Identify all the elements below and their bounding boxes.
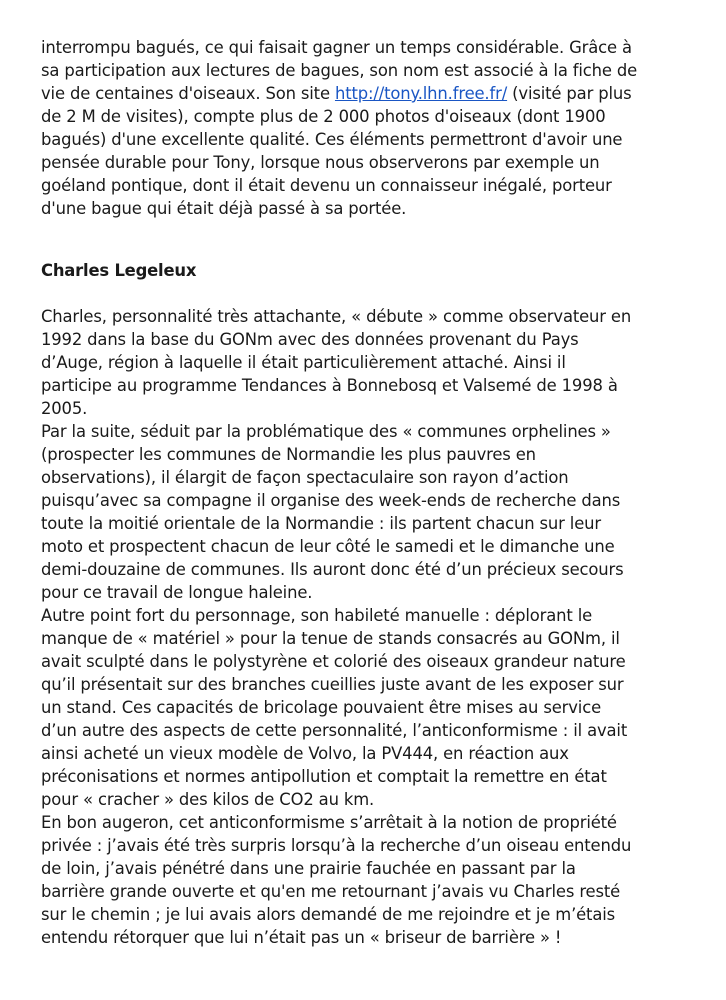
text-line: avait sculpté dans le polystyrène et colorié des oiseaux grandeur nature <box>41 652 626 671</box>
text-line: (prospecter les communes de Normandie les plus pauvres en <box>41 445 536 464</box>
text-line: goéland pontique, dont il était devenu un connaisseur inégalé, porteur <box>41 176 612 195</box>
text-line: d'une bague qui était déjà passé à sa portée. <box>41 199 407 218</box>
text-line: pour « cracher » des kilos de CO2 au km. <box>41 790 375 809</box>
text-line: sa participation aux lectures de bagues, son nom est associé à la fiche de <box>41 61 638 80</box>
text-line: d’Auge, région à laquelle il était particulièrement attaché. Ainsi il <box>41 353 566 372</box>
text-line: 2005. <box>41 399 88 418</box>
text-line: de loin, j’avais pénétré dans une prairie fauchée en passant par la <box>41 859 576 878</box>
text-line: barrière grande ouverte et qu'en me retournant j’avais vu Charles resté <box>41 882 621 901</box>
text-line: pensée durable pour Tony, lorsque nous observerons par exemple un <box>41 153 600 172</box>
text-line: Par la suite, séduit par la problématique des « communes orphelines » <box>41 422 611 441</box>
text-line: privée : j’avais été très surpris lorsqu’à la recherche d’un oiseau entendu <box>41 836 632 855</box>
text-line: de 2 M de visites), compte plus de 2 000 photos d'oiseaux (dont 1900 <box>41 107 606 126</box>
text-line: entendu rétorquer que lui n’était pas un « briseur de barrière » ! <box>41 928 562 947</box>
text-fragment: (visité par plus <box>507 84 632 103</box>
text-line: moto et prospectent chacun de leur côté le samedi et le dimanche une <box>41 537 615 556</box>
text-line: préconisations et normes antipollution et comptait la remettre en état <box>41 767 607 786</box>
text-line: Autre point fort du personnage, son habileté manuelle : déplorant le <box>41 606 593 625</box>
text-fragment: vie de centaines d'oiseaux. Son site <box>41 84 335 103</box>
text-line: d’un autre des aspects de cette personnalité, l’anticonformisme : il avait <box>41 721 628 740</box>
text-line: ainsi acheté un vieux modèle de Volvo, la PV444, en réaction aux <box>41 744 569 763</box>
text-line: toute la moitié orientale de la Normandie : ils partent chacun sur leur <box>41 514 601 533</box>
text-line: manque de « matériel » pour la tenue de stands consacrés au GONm, il <box>41 629 620 648</box>
text-line: puisqu’avec sa compagne il organise des week-ends de recherche dans <box>41 491 621 510</box>
text-line: Charles, personnalité très attachante, « débute » comme observateur en <box>41 307 632 326</box>
text-line: qu’il présentait sur des branches cueillies juste avant de les exposer sur <box>41 675 624 694</box>
text-line-with-link <box>41 82 691 105</box>
text-line: interrompu bagués, ce qui faisait gagner un temps considérable. Grâce à <box>41 38 632 57</box>
text-line: participe au programme Tendances à Bonnebosq et Valsemé de 1998 à <box>41 376 618 395</box>
text-line: observations), il élargit de façon spectaculaire son rayon d’action <box>41 468 569 487</box>
text-line: 1992 dans la base du GONm avec des données provenant du Pays <box>41 330 579 349</box>
text-line: pour ce travail de longue haleine. <box>41 583 313 602</box>
text-line: En bon augeron, cet anticonformisme s’arrêtait à la notion de propriété <box>41 813 617 832</box>
intro-paragraph <box>41 36 691 220</box>
text-line: demi-douzaine de communes. Ils auront donc été d’un précieux secours <box>41 560 624 579</box>
section-heading: Charles Legeleux <box>41 261 197 280</box>
text-line: sur le chemin ; je lui avais alors demandé de me rejoindre et je m’étais <box>41 905 616 924</box>
text-line: bagués) d'une excellente qualité. Ces éléments permettront d'avoir une <box>41 130 623 149</box>
text-line: un stand. Ces capacités de bricolage pouvaient être mises au service <box>41 698 602 717</box>
section-body <box>41 305 691 949</box>
website-link[interactable]: http://tony.lhn.free.fr/ <box>334 84 508 103</box>
